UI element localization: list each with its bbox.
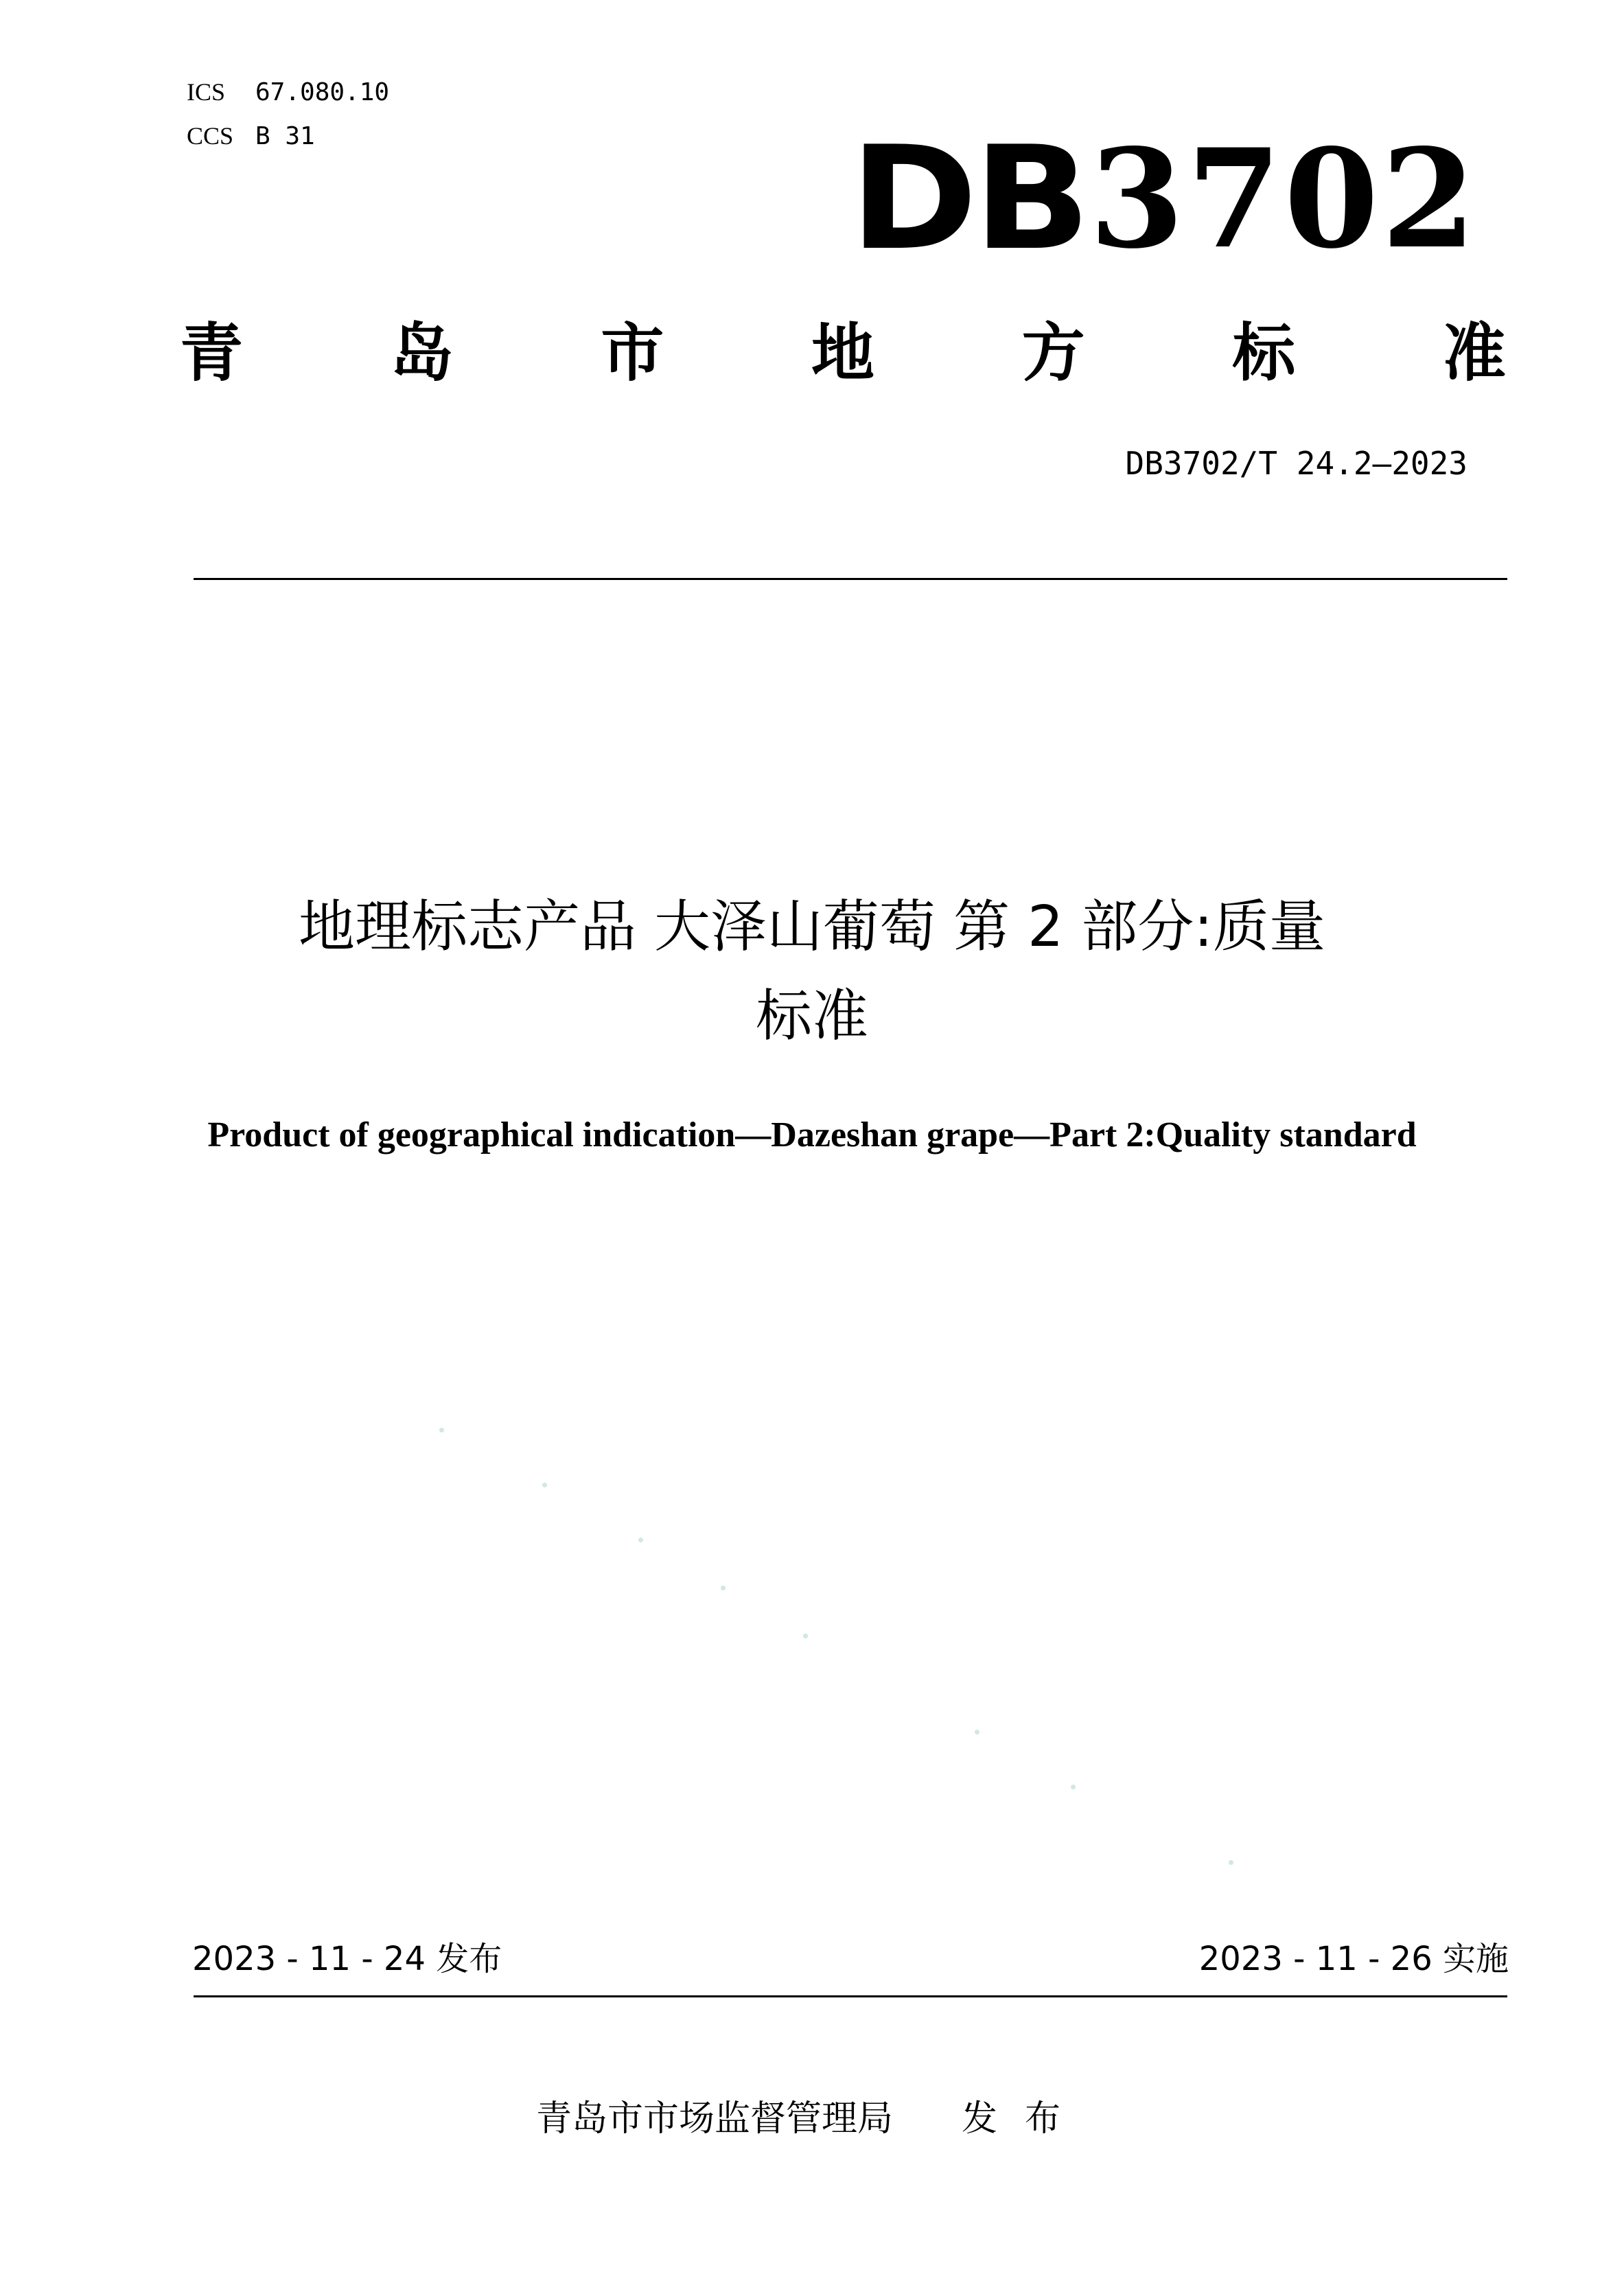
ccs-classification (187, 121, 315, 152)
scan-speck (975, 1730, 979, 1735)
chinese-title-line-2: 标准 (755, 984, 868, 1049)
heading-char: 市 (601, 316, 664, 390)
ics-classification (187, 77, 389, 108)
scan-speck (803, 1634, 808, 1638)
scan-speck (638, 1538, 643, 1542)
implementation-date: 2023 - 11 - 26 实施 (1198, 1940, 1509, 1978)
scan-speck (542, 1483, 547, 1487)
scan-speck (721, 1586, 726, 1590)
heading-char: 地 (811, 316, 874, 390)
scan-speck (1229, 1860, 1233, 1865)
publisher-name: 青岛市市场监督管理局 (535, 2098, 893, 2140)
standard-kind-heading (180, 316, 1506, 391)
bottom-divider (194, 1995, 1507, 1997)
heading-char: 方 (1021, 316, 1085, 390)
publisher-action: 发布 (962, 2098, 1089, 2140)
db3702-logo (850, 116, 1479, 282)
ics-code: 67.080.10 (255, 78, 390, 106)
publisher-line (0, 2095, 1624, 2143)
heading-char: 岛 (390, 316, 454, 390)
top-divider (194, 578, 1507, 580)
document-number: DB3702/T 24.2—2023 (1125, 445, 1468, 482)
heading-char: 青 (180, 316, 244, 390)
english-title: Product of geographical indication—Dazeshan grape—Part 2:Quality standard (207, 1115, 1417, 1155)
issue-date: 2023 - 11 - 24 发布 (192, 1940, 502, 1978)
chinese-title (137, 883, 1487, 1061)
chinese-title-line-1: 地理标志产品 大泽山葡萄 第 2 部分:质量 (298, 894, 1326, 960)
logo-prefix: DB (850, 116, 1087, 282)
scan-speck (1071, 1785, 1076, 1789)
ics-label: ICS (187, 78, 226, 106)
ccs-label: CCS (187, 122, 234, 150)
heading-char: 标 (1232, 316, 1296, 390)
ccs-code: B 31 (255, 122, 315, 150)
scan-speck (439, 1428, 444, 1433)
heading-char: 准 (1442, 316, 1506, 390)
logo-number: 3702 (1089, 119, 1479, 279)
